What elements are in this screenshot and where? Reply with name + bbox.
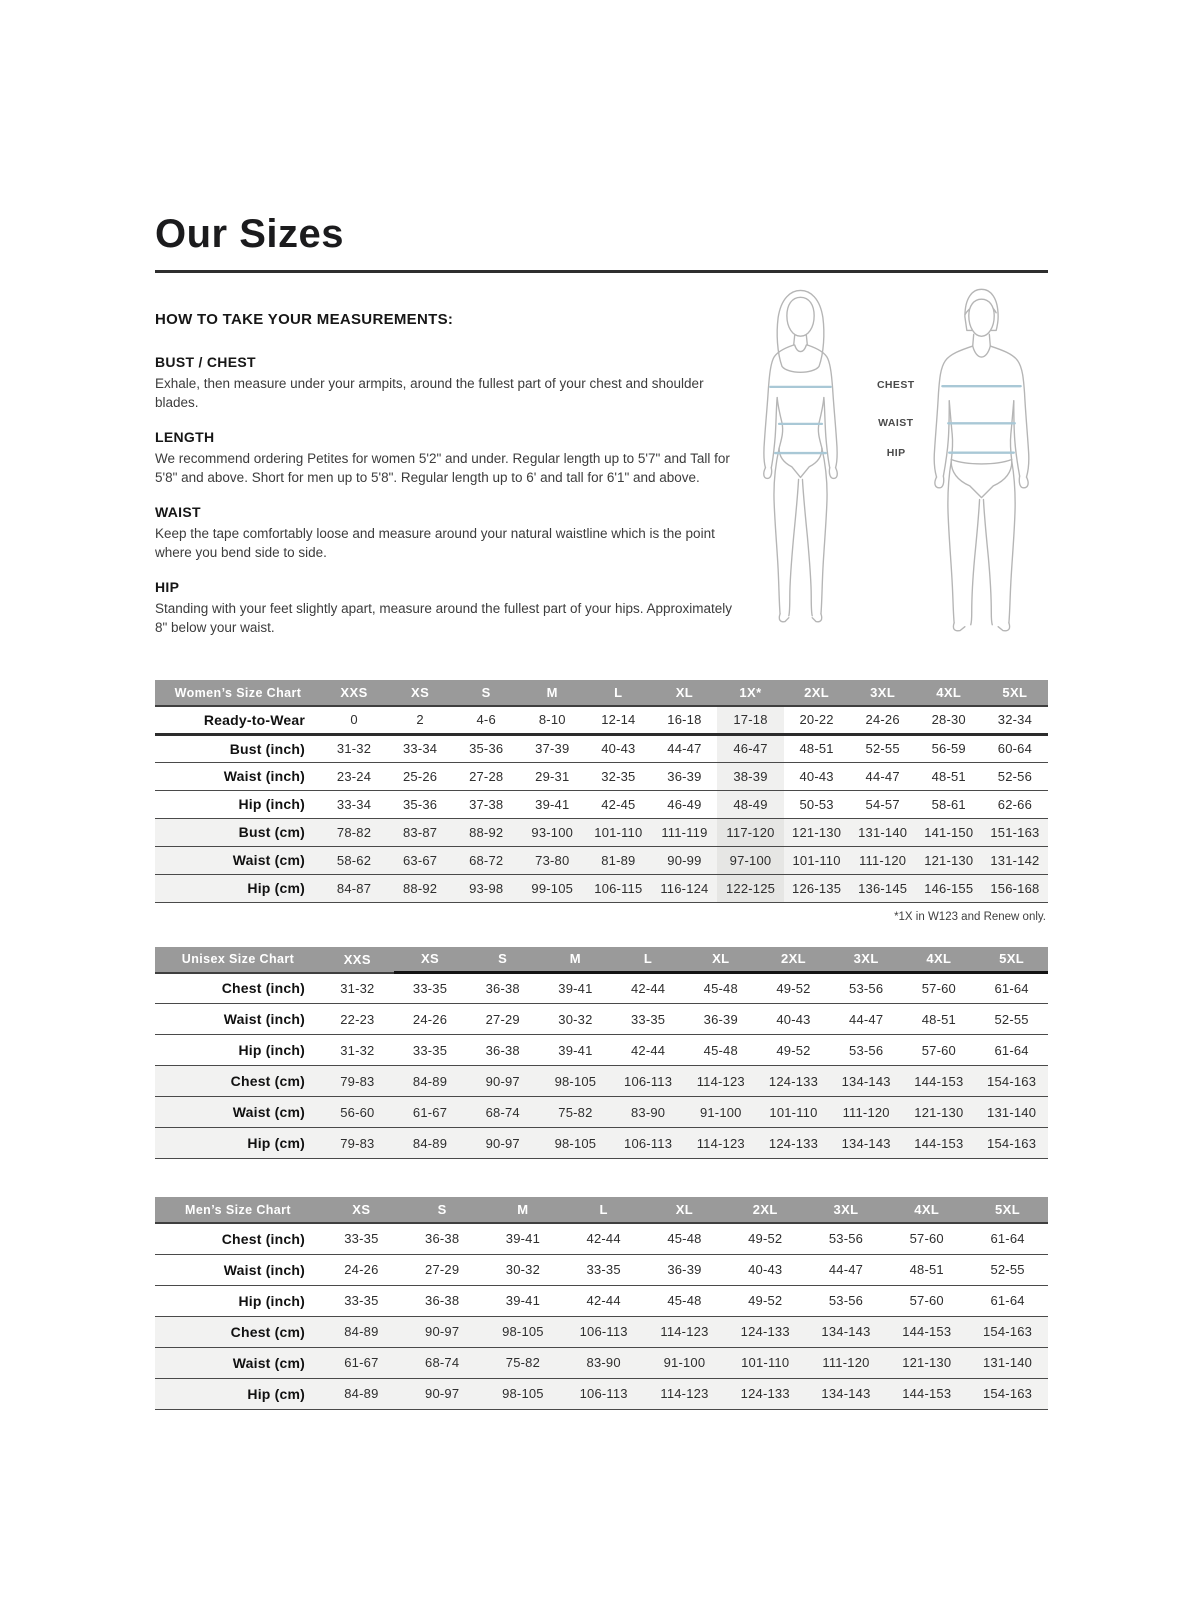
size-cell: 27-29 (402, 1254, 483, 1285)
size-cell: 36-38 (466, 973, 539, 1004)
waist-label: WAIST (878, 417, 914, 429)
size-cell: 27-28 (453, 762, 519, 790)
table-title: Men’s Size Chart (155, 1197, 321, 1223)
size-cell: 84-89 (321, 1316, 402, 1347)
size-cell: 30-32 (539, 1004, 612, 1035)
size-cell: 131-140 (850, 818, 916, 846)
size-cell: 2 (387, 706, 453, 734)
size-cell: 98-105 (539, 1066, 612, 1097)
table-title: Unisex Size Chart (155, 947, 321, 973)
size-cell: 35-36 (387, 790, 453, 818)
column-header: 2XL (784, 680, 850, 706)
size-cell: 122-125 (717, 874, 783, 902)
size-cell: 42-44 (563, 1223, 644, 1254)
hip-label: HIP (886, 447, 906, 459)
size-cell: 25-26 (387, 762, 453, 790)
size-cell: 134-143 (806, 1316, 887, 1347)
row-label: Waist (cm) (155, 1347, 321, 1378)
size-cell: 36-38 (402, 1285, 483, 1316)
row-label: Waist (cm) (155, 846, 321, 874)
size-cell: 33-35 (321, 1223, 402, 1254)
column-header: 2XL (725, 1197, 806, 1223)
size-cell: 126-135 (784, 874, 850, 902)
size-cell: 12-14 (585, 706, 651, 734)
size-cell: 101-110 (757, 1097, 830, 1128)
table-row (155, 818, 1048, 846)
size-cell: 20-22 (784, 706, 850, 734)
measurement-instructions (155, 311, 745, 654)
size-cell: 40-43 (784, 762, 850, 790)
size-cell: 131-140 (967, 1347, 1048, 1378)
table-header-row (155, 1197, 1048, 1223)
size-cell: 33-35 (612, 1004, 685, 1035)
table-row (155, 1223, 1048, 1254)
size-cell: 141-150 (916, 818, 982, 846)
size-cell: 101-110 (585, 818, 651, 846)
row-label: Bust (inch) (155, 734, 321, 762)
size-cell: 8-10 (519, 706, 585, 734)
size-cell: 90-97 (402, 1378, 483, 1409)
section-text: Exhale, then measure under your armpits, around the fullest part of your chest and shoulder blades. (155, 376, 704, 410)
column-header: 3XL (850, 680, 916, 706)
table-row (155, 790, 1048, 818)
size-cell: 151-163 (982, 818, 1048, 846)
size-table (155, 1197, 1048, 1410)
size-cell: 88-92 (387, 874, 453, 902)
size-cell: 17-18 (717, 706, 783, 734)
size-cell: 154-163 (975, 1066, 1048, 1097)
size-cell: 121-130 (784, 818, 850, 846)
size-cell: 63-67 (387, 846, 453, 874)
table-row (155, 734, 1048, 762)
size-cell: 36-39 (644, 1254, 725, 1285)
row-label: Hip (cm) (155, 1378, 321, 1409)
size-cell: 156-168 (982, 874, 1048, 902)
size-cell: 99-105 (519, 874, 585, 902)
table-row (155, 973, 1048, 1004)
size-cell: 90-97 (466, 1066, 539, 1097)
size-cell: 101-110 (784, 846, 850, 874)
section-title: LENGTH (155, 429, 215, 445)
table-row (155, 846, 1048, 874)
size-cell: 91-100 (644, 1347, 725, 1378)
size-cell: 61-67 (394, 1097, 467, 1128)
size-cell: 16-18 (651, 706, 717, 734)
womens-size-table (155, 680, 1048, 903)
size-cell: 48-51 (886, 1254, 967, 1285)
size-cell: 91-100 (684, 1097, 757, 1128)
size-cell: 97-100 (717, 846, 783, 874)
size-cell: 31-32 (321, 1035, 394, 1066)
row-label: Bust (cm) (155, 818, 321, 846)
section-text: Standing with your feet slightly apart, measure around the fullest part of your hips. Approximately 8" below your waist. (155, 601, 733, 635)
size-cell: 56-59 (916, 734, 982, 762)
row-label: Waist (inch) (155, 762, 321, 790)
size-cell: 23-24 (321, 762, 387, 790)
column-header: 1X* (717, 680, 783, 706)
size-cell: 33-34 (387, 734, 453, 762)
row-label: Hip (cm) (155, 1128, 321, 1159)
size-cell: 31-32 (321, 973, 394, 1004)
row-label: Hip (inch) (155, 790, 321, 818)
size-cell: 68-72 (453, 846, 519, 874)
size-cell: 90-97 (402, 1316, 483, 1347)
size-cell: 131-140 (975, 1097, 1048, 1128)
size-cell: 106-113 (612, 1066, 685, 1097)
size-cell: 22-23 (321, 1004, 394, 1035)
man-figure-icon (916, 283, 1048, 635)
size-cell: 4-6 (453, 706, 519, 734)
column-header: XS (387, 680, 453, 706)
size-cell: 124-133 (757, 1128, 830, 1159)
row-label: Waist (cm) (155, 1097, 321, 1128)
size-cell: 131-142 (982, 846, 1048, 874)
size-cell: 24-26 (850, 706, 916, 734)
size-cell: 42-44 (563, 1285, 644, 1316)
size-cell: 0 (321, 706, 387, 734)
size-cell: 57-60 (903, 973, 976, 1004)
row-label: Hip (inch) (155, 1035, 321, 1066)
column-header: XS (321, 1197, 402, 1223)
chest-label: CHEST (876, 379, 915, 391)
size-cell: 31-32 (321, 734, 387, 762)
size-cell: 30-32 (483, 1254, 564, 1285)
size-cell: 44-47 (830, 1004, 903, 1035)
section-bust-chest (155, 354, 735, 412)
size-cell: 134-143 (806, 1378, 887, 1409)
size-cell: 114-123 (684, 1128, 757, 1159)
section-title: HIP (155, 579, 180, 595)
size-cell: 52-55 (967, 1254, 1048, 1285)
size-cell: 53-56 (830, 973, 903, 1004)
size-cell: 27-29 (466, 1004, 539, 1035)
column-header: L (612, 947, 685, 973)
table-row (155, 1066, 1048, 1097)
size-cell: 57-60 (886, 1223, 967, 1254)
size-cell: 37-38 (453, 790, 519, 818)
size-table (155, 680, 1048, 903)
table-header-row (155, 680, 1048, 706)
size-cell: 93-98 (453, 874, 519, 902)
size-cell: 88-92 (453, 818, 519, 846)
size-cell: 78-82 (321, 818, 387, 846)
size-cell: 42-45 (585, 790, 651, 818)
size-cell: 121-130 (903, 1097, 976, 1128)
size-cell: 101-110 (725, 1347, 806, 1378)
size-cell: 83-87 (387, 818, 453, 846)
section-title: WAIST (155, 504, 201, 520)
size-cell: 32-35 (585, 762, 651, 790)
woman-figure-icon (745, 283, 857, 631)
size-cell: 134-143 (830, 1128, 903, 1159)
column-header: 3XL (830, 947, 903, 973)
size-cell: 36-38 (402, 1223, 483, 1254)
size-cell: 37-39 (519, 734, 585, 762)
size-cell: 144-153 (903, 1128, 976, 1159)
size-cell: 44-47 (651, 734, 717, 762)
size-cell: 144-153 (903, 1066, 976, 1097)
column-header: 3XL (806, 1197, 887, 1223)
size-cell: 146-155 (916, 874, 982, 902)
column-header: L (585, 680, 651, 706)
column-header: XXS (321, 680, 387, 706)
size-cell: 45-48 (684, 973, 757, 1004)
column-header: 2XL (757, 947, 830, 973)
size-cell: 111-120 (850, 846, 916, 874)
size-cell: 48-49 (717, 790, 783, 818)
size-cell: 124-133 (757, 1066, 830, 1097)
column-header: 4XL (916, 680, 982, 706)
size-cell: 114-123 (644, 1316, 725, 1347)
size-cell: 52-56 (982, 762, 1048, 790)
size-cell: 81-89 (585, 846, 651, 874)
title-divider (155, 270, 1048, 273)
size-cell: 45-48 (644, 1223, 725, 1254)
size-cell: 33-35 (563, 1254, 644, 1285)
size-cell: 154-163 (967, 1316, 1048, 1347)
size-cell: 117-120 (717, 818, 783, 846)
column-header: M (483, 1197, 564, 1223)
table-row (155, 762, 1048, 790)
size-cell: 84-89 (394, 1128, 467, 1159)
size-cell: 73-80 (519, 846, 585, 874)
measurement-figures (745, 281, 1048, 637)
size-cell: 121-130 (886, 1347, 967, 1378)
size-cell: 24-26 (321, 1254, 402, 1285)
size-cell: 39-41 (483, 1285, 564, 1316)
size-cell: 111-119 (651, 818, 717, 846)
size-cell: 36-38 (466, 1035, 539, 1066)
size-cell: 134-143 (830, 1066, 903, 1097)
size-cell: 39-41 (539, 1035, 612, 1066)
size-cell: 106-115 (585, 874, 651, 902)
size-cell: 68-74 (466, 1097, 539, 1128)
page-title: Our Sizes (155, 212, 345, 256)
size-cell: 75-82 (539, 1097, 612, 1128)
size-cell: 49-52 (725, 1223, 806, 1254)
size-cell: 45-48 (684, 1035, 757, 1066)
size-cell: 45-48 (644, 1285, 725, 1316)
size-cell: 57-60 (886, 1285, 967, 1316)
size-cell: 52-55 (975, 1004, 1048, 1035)
size-cell: 61-64 (967, 1285, 1048, 1316)
size-cell: 61-64 (967, 1223, 1048, 1254)
measurements-heading: HOW TO TAKE YOUR MEASUREMENTS: (155, 311, 454, 328)
row-label: Chest (inch) (155, 1223, 321, 1254)
size-cell: 24-26 (394, 1004, 467, 1035)
column-header: 5XL (967, 1197, 1048, 1223)
size-cell: 98-105 (483, 1316, 564, 1347)
column-header: XL (684, 947, 757, 973)
size-cell: 52-55 (850, 734, 916, 762)
table-title: Women’s Size Chart (155, 680, 321, 706)
size-cell: 90-97 (466, 1128, 539, 1159)
size-cell: 46-47 (717, 734, 783, 762)
size-cell: 121-130 (916, 846, 982, 874)
column-header: S (453, 680, 519, 706)
size-chart-footnote: *1X in W123 and Renew only. (894, 910, 1046, 923)
size-cell: 46-49 (651, 790, 717, 818)
section-hip (155, 579, 735, 637)
size-cell: 40-43 (585, 734, 651, 762)
section-title: BUST / CHEST (155, 354, 256, 370)
table-row (155, 1254, 1048, 1285)
size-cell: 40-43 (757, 1004, 830, 1035)
size-cell: 35-36 (453, 734, 519, 762)
column-header: 5XL (975, 947, 1048, 973)
size-cell: 54-57 (850, 790, 916, 818)
size-cell: 58-62 (321, 846, 387, 874)
size-cell: 114-123 (684, 1066, 757, 1097)
table-row (155, 1285, 1048, 1316)
size-cell: 124-133 (725, 1316, 806, 1347)
size-cell: 106-113 (563, 1378, 644, 1409)
size-cell: 98-105 (539, 1128, 612, 1159)
section-text: Keep the tape comfortably loose and measure around your natural waistline which is the point where you bend side to side. (155, 526, 715, 560)
size-cell: 53-56 (806, 1223, 887, 1254)
size-cell: 49-52 (757, 1035, 830, 1066)
table-row (155, 874, 1048, 902)
table-row (155, 1347, 1048, 1378)
row-label: Waist (inch) (155, 1254, 321, 1285)
size-cell: 90-99 (651, 846, 717, 874)
size-cell: 61-64 (975, 973, 1048, 1004)
size-cell: 57-60 (903, 1035, 976, 1066)
size-cell: 33-34 (321, 790, 387, 818)
size-cell: 75-82 (483, 1347, 564, 1378)
size-cell: 48-51 (916, 762, 982, 790)
row-label: Chest (cm) (155, 1066, 321, 1097)
section-waist (155, 504, 735, 562)
size-cell: 106-113 (563, 1316, 644, 1347)
size-cell: 36-39 (651, 762, 717, 790)
size-cell: 33-35 (394, 973, 467, 1004)
size-cell: 48-51 (903, 1004, 976, 1035)
unisex-size-table (155, 947, 1048, 1160)
size-cell: 116-124 (651, 874, 717, 902)
size-cell: 29-31 (519, 762, 585, 790)
column-header: 4XL (903, 947, 976, 973)
column-header: S (402, 1197, 483, 1223)
size-cell: 42-44 (612, 973, 685, 1004)
table-row (155, 706, 1048, 734)
row-label: Hip (inch) (155, 1285, 321, 1316)
table-header-row (155, 947, 1048, 973)
column-header: 5XL (982, 680, 1048, 706)
size-cell: 144-153 (886, 1378, 967, 1409)
column-header: XL (651, 680, 717, 706)
size-cell: 49-52 (757, 973, 830, 1004)
size-cell: 93-100 (519, 818, 585, 846)
table-row (155, 1004, 1048, 1035)
size-cell: 83-90 (563, 1347, 644, 1378)
row-label: Chest (cm) (155, 1316, 321, 1347)
size-cell: 58-61 (916, 790, 982, 818)
table-row (155, 1035, 1048, 1066)
size-cell: 154-163 (975, 1128, 1048, 1159)
size-cell: 38-39 (717, 762, 783, 790)
table-row (155, 1378, 1048, 1409)
size-cell: 28-30 (916, 706, 982, 734)
table-row (155, 1316, 1048, 1347)
row-label: Chest (inch) (155, 973, 321, 1004)
column-header: XXS (321, 947, 394, 973)
size-cell: 49-52 (725, 1285, 806, 1316)
size-cell: 106-113 (612, 1128, 685, 1159)
size-cell: 144-153 (886, 1316, 967, 1347)
size-cell: 56-60 (321, 1097, 394, 1128)
measurement-intro (155, 311, 1048, 654)
section-length (155, 429, 735, 487)
size-cell: 53-56 (830, 1035, 903, 1066)
table-row (155, 1097, 1048, 1128)
column-header: XL (644, 1197, 725, 1223)
size-cell: 83-90 (612, 1097, 685, 1128)
size-cell: 39-41 (483, 1223, 564, 1254)
size-cell: 98-105 (483, 1378, 564, 1409)
size-cell: 111-120 (830, 1097, 903, 1128)
size-cell: 33-35 (321, 1285, 402, 1316)
size-cell: 40-43 (725, 1254, 806, 1285)
column-header: 4XL (886, 1197, 967, 1223)
size-table (155, 947, 1048, 1160)
size-cell: 48-51 (784, 734, 850, 762)
size-cell: 84-89 (321, 1378, 402, 1409)
size-cell: 114-123 (644, 1378, 725, 1409)
size-cell: 136-145 (850, 874, 916, 902)
size-cell: 68-74 (402, 1347, 483, 1378)
size-cell: 154-163 (967, 1378, 1048, 1409)
size-cell: 124-133 (725, 1378, 806, 1409)
size-cell: 84-87 (321, 874, 387, 902)
section-text: We recommend ordering Petites for women 5'2" and under. Regular length up to 5'7" and Tall for 5'8" and above. Short for men up to 5'8". Regular length up to 6' and tall for 6'1" and above. (155, 451, 730, 485)
column-header: M (519, 680, 585, 706)
size-cell: 39-41 (519, 790, 585, 818)
size-cell: 60-64 (982, 734, 1048, 762)
size-cell: 39-41 (539, 973, 612, 1004)
size-cell: 32-34 (982, 706, 1048, 734)
size-cell: 44-47 (806, 1254, 887, 1285)
size-cell: 84-89 (394, 1066, 467, 1097)
size-cell: 53-56 (806, 1285, 887, 1316)
size-cell: 62-66 (982, 790, 1048, 818)
column-header: M (539, 947, 612, 973)
mens-size-table (155, 1197, 1048, 1410)
size-cell: 79-83 (321, 1066, 394, 1097)
size-cell: 79-83 (321, 1128, 394, 1159)
size-cell: 61-64 (975, 1035, 1048, 1066)
row-label: Ready-to-Wear (155, 706, 321, 734)
row-label: Waist (inch) (155, 1004, 321, 1035)
size-cell: 111-120 (806, 1347, 887, 1378)
column-header: XS (394, 947, 467, 973)
size-cell: 36-39 (684, 1004, 757, 1035)
size-cell: 42-44 (612, 1035, 685, 1066)
table-row (155, 1128, 1048, 1159)
column-header: L (563, 1197, 644, 1223)
size-cell: 33-35 (394, 1035, 467, 1066)
size-cell: 61-67 (321, 1347, 402, 1378)
row-label: Hip (cm) (155, 874, 321, 902)
size-cell: 44-47 (850, 762, 916, 790)
size-cell: 50-53 (784, 790, 850, 818)
column-header: S (466, 947, 539, 973)
